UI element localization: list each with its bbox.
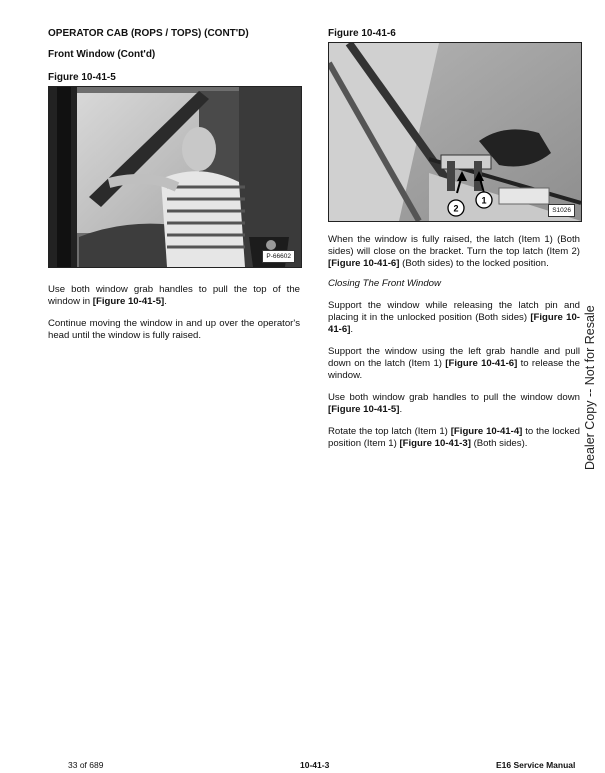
section-title: OPERATOR CAB (ROPS / TOPS) (CONT'D): [48, 28, 249, 39]
paragraph-rotate-latch: Rotate the top latch (Item 1) [Figure 10-41-4] to the locked position (Item 1) [Figure 10-41-3] (Both sides).: [328, 426, 580, 449]
dealer-copy-watermark: Dealer Copy -- Not for Resale: [583, 305, 597, 470]
figure-reference: [Figure 10-41-5]: [92, 296, 165, 307]
figure-reference: [Figure 10-41-5]: [328, 404, 400, 415]
subsection-title: Front Window (Cont'd): [48, 49, 156, 60]
paragraph-continue-moving: Continue moving the window in and up over the operator's head until the window is fully raised.: [48, 318, 300, 341]
figure-reference: [Figure 10-41-3]: [399, 438, 471, 449]
paragraph-window-raised: When the window is fully raised, the latch (Item 1) (Both sides) will close on the bracket. Turn the top latch (Item 2) [Figure 10-41-6] (Both sides) to the locked position.: [328, 234, 580, 269]
paragraph-left-grab-handle: Support the window using the left grab handle and pull down on the latch (Item 1) [Figure 10-41-6] to release the window.: [328, 346, 580, 381]
photo-tag: P-66602: [262, 250, 295, 263]
figure-reference: [Figure 10-41-4]: [450, 426, 523, 437]
latch-photo: [328, 42, 582, 222]
photo-tag: S1026: [548, 204, 575, 217]
figure-label-10-41-6: Figure 10-41-6: [328, 28, 396, 39]
figure-reference: [Figure 10-41-6]: [445, 358, 518, 369]
closing-heading: Closing The Front Window: [328, 278, 441, 289]
figure-reference: [Figure 10-41-6]: [328, 312, 580, 335]
paragraph-pull-window-down: Use both window grab handles to pull the window down [Figure 10-41-5].: [328, 392, 580, 415]
operator-cab-photo: [48, 86, 302, 268]
figure-reference: [Figure 10-41-6]: [328, 258, 400, 269]
figure-label-10-41-5: Figure 10-41-5: [48, 72, 116, 83]
callout-1: 1: [481, 195, 487, 206]
paragraph-grab-handles: Use both window grab handles to pull the top of the window in [Figure 10-41-5].: [48, 284, 300, 307]
operator-cab-illustration: [49, 87, 301, 267]
manual-title: E16 Service Manual: [496, 760, 576, 770]
latch-illustration: [329, 43, 581, 221]
page-number: 10-41-3: [300, 760, 330, 770]
paragraph-support-window: Support the window while releasing the latch pin and placing it in the unlocked position (Both sides) [Figure 10-41-6].: [328, 300, 580, 335]
callout-2: 2: [453, 203, 459, 214]
page-count: 33 of 689: [68, 760, 104, 770]
